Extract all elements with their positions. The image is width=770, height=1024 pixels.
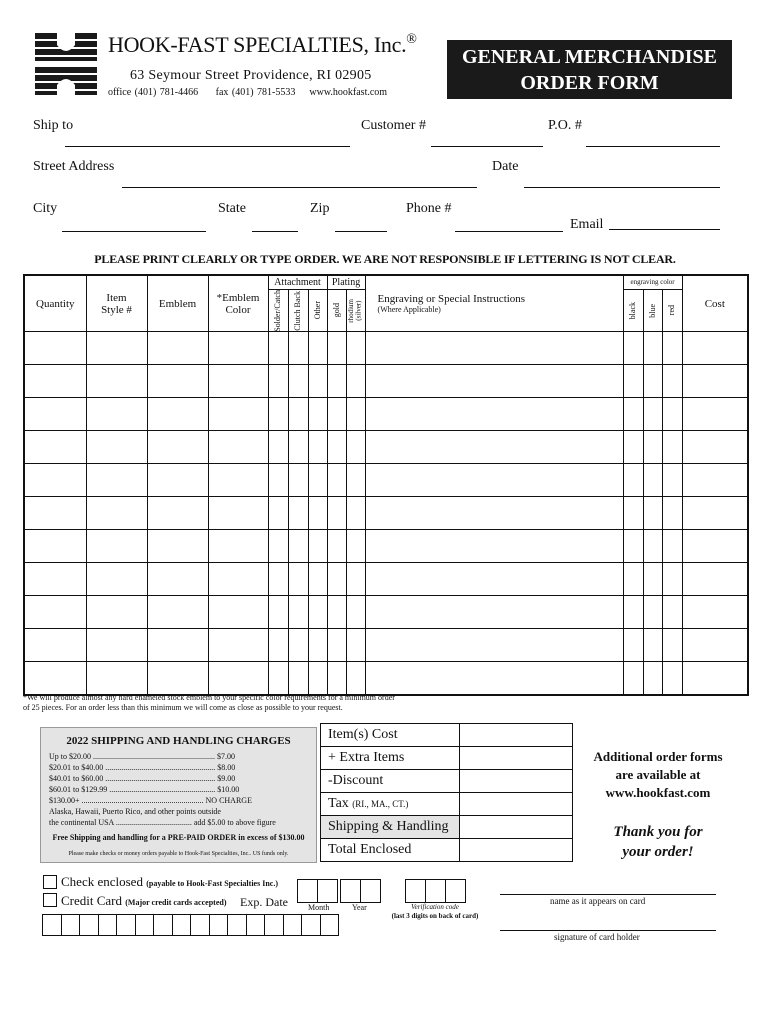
phone-label: Phone # xyxy=(406,201,452,216)
order-cell[interactable] xyxy=(682,629,748,662)
order-cell[interactable] xyxy=(682,662,748,695)
order-cell[interactable] xyxy=(86,365,147,398)
order-cell[interactable] xyxy=(268,563,288,596)
order-row xyxy=(24,332,748,365)
order-cell[interactable] xyxy=(662,398,682,431)
totals-table xyxy=(320,723,573,862)
verification-code-boxes[interactable] xyxy=(405,879,465,903)
order-cell[interactable] xyxy=(268,332,288,365)
col-cost: Cost xyxy=(682,275,748,332)
order-cell[interactable] xyxy=(288,662,308,695)
order-cell[interactable] xyxy=(623,431,643,464)
order-cell[interactable] xyxy=(147,464,208,497)
order-cell[interactable] xyxy=(365,365,623,398)
company-logo xyxy=(35,33,97,95)
card-digit-box[interactable] xyxy=(264,914,284,936)
order-cell[interactable] xyxy=(288,464,308,497)
order-cell[interactable] xyxy=(147,563,208,596)
order-cell[interactable] xyxy=(327,365,346,398)
shipping-rate-line: $130.00+ ............................................................. NO CHARGE xyxy=(49,796,252,805)
order-cell[interactable] xyxy=(346,563,365,596)
order-cell[interactable] xyxy=(346,629,365,662)
order-cell[interactable] xyxy=(623,530,643,563)
shipping-field[interactable] xyxy=(460,816,573,839)
order-row xyxy=(24,431,748,464)
customer-label: Customer # xyxy=(361,118,426,133)
customer-field[interactable] xyxy=(431,146,543,147)
order-cell[interactable] xyxy=(86,398,147,431)
order-cell[interactable] xyxy=(86,464,147,497)
order-cell[interactable] xyxy=(327,398,346,431)
order-row xyxy=(24,497,748,530)
order-cell[interactable] xyxy=(268,464,288,497)
order-cell[interactable] xyxy=(623,365,643,398)
col-item-style: Item Style # xyxy=(86,275,147,332)
city-label: City xyxy=(33,201,58,216)
order-cell[interactable] xyxy=(643,431,662,464)
discount-label: -Discount xyxy=(321,770,460,793)
card-digit-box[interactable] xyxy=(42,914,62,936)
order-cell[interactable] xyxy=(682,332,748,365)
card-digit-box[interactable] xyxy=(227,914,247,936)
order-row xyxy=(24,398,748,431)
order-cell[interactable] xyxy=(327,662,346,695)
col-emblem-color: *Emblem Color xyxy=(208,275,268,332)
order-cell[interactable] xyxy=(24,662,86,695)
order-cell[interactable] xyxy=(208,662,268,695)
card-digit-box[interactable] xyxy=(116,914,136,936)
order-cell[interactable] xyxy=(662,596,682,629)
card-digit-box[interactable] xyxy=(135,914,155,936)
order-cell[interactable] xyxy=(288,530,308,563)
order-table xyxy=(23,274,749,696)
order-cell[interactable] xyxy=(268,530,288,563)
order-cell[interactable] xyxy=(24,332,86,365)
order-cell[interactable] xyxy=(308,629,327,662)
credit-card-label: Credit Card (Major credit cards accepted) xyxy=(61,893,227,908)
order-cell[interactable] xyxy=(346,464,365,497)
order-row xyxy=(24,464,748,497)
company-contact: office (401) 781-4466 fax (401) 781-5533 www.hookfast.com xyxy=(108,87,388,98)
order-cell[interactable] xyxy=(308,398,327,431)
col-plat-gold: gold xyxy=(327,289,346,332)
order-cell[interactable] xyxy=(346,596,365,629)
order-cell[interactable] xyxy=(643,530,662,563)
order-cell[interactable] xyxy=(662,464,682,497)
order-cell[interactable] xyxy=(682,464,748,497)
order-cell[interactable] xyxy=(623,662,643,695)
order-cell[interactable] xyxy=(208,530,268,563)
order-cell[interactable] xyxy=(308,497,327,530)
shipping-rate-line: Up to $20.00 ............................................................. $7.00 xyxy=(49,752,235,761)
col-color-red: red xyxy=(662,289,682,332)
order-cell[interactable] xyxy=(24,398,86,431)
order-cell[interactable] xyxy=(346,365,365,398)
exp-month-boxes[interactable] xyxy=(297,879,337,903)
shipping-rate-line: $20.01 to $40.00 ....................................................... $8.00 xyxy=(49,763,236,772)
order-row xyxy=(24,596,748,629)
zip-field[interactable] xyxy=(335,231,387,232)
card-number-boxes[interactable] xyxy=(42,914,338,936)
shipping-rate-line: $60.01 to $129.99 ..................................................... $10.00 xyxy=(49,785,240,794)
shipping-rate-line: $40.01 to $60.00 ....................................................... $9.00 xyxy=(49,774,236,783)
verification-label: Verification code (last 3 digits on back of card) xyxy=(391,903,479,920)
order-cell[interactable] xyxy=(682,530,748,563)
order-cell[interactable] xyxy=(365,530,623,563)
card-digit-box[interactable] xyxy=(61,914,81,936)
email-field[interactable] xyxy=(609,229,720,230)
order-cell[interactable] xyxy=(288,596,308,629)
order-cell[interactable] xyxy=(365,596,623,629)
order-cell[interactable] xyxy=(268,431,288,464)
order-cell[interactable] xyxy=(308,530,327,563)
order-row xyxy=(24,563,748,596)
order-cell[interactable] xyxy=(24,464,86,497)
credit-card-checkbox[interactable] xyxy=(43,893,57,907)
order-cell[interactable] xyxy=(346,662,365,695)
company-name: HOOK-FAST SPECIALTIES, Inc.® xyxy=(108,32,417,57)
card-digit-box[interactable] xyxy=(301,914,321,936)
order-cell[interactable] xyxy=(662,365,682,398)
col-engraving: Engraving or Special Instructions (Where Applicable) xyxy=(365,275,623,332)
order-cell[interactable] xyxy=(643,365,662,398)
order-cell[interactable] xyxy=(147,530,208,563)
col-emblem: Emblem xyxy=(147,275,208,332)
order-cell[interactable] xyxy=(147,662,208,695)
order-cell[interactable] xyxy=(365,497,623,530)
order-cell[interactable] xyxy=(208,398,268,431)
shipping-charges-box xyxy=(40,727,317,863)
order-cell[interactable] xyxy=(147,629,208,662)
order-cell[interactable] xyxy=(643,464,662,497)
month-label: Month xyxy=(308,903,330,912)
exp-year-boxes[interactable] xyxy=(340,879,380,903)
order-cell[interactable] xyxy=(208,431,268,464)
order-cell[interactable] xyxy=(86,332,147,365)
order-cell[interactable] xyxy=(268,365,288,398)
card-digit-box[interactable] xyxy=(98,914,118,936)
order-cell[interactable] xyxy=(86,563,147,596)
order-cell[interactable] xyxy=(346,530,365,563)
order-cell[interactable] xyxy=(623,629,643,662)
name-on-card-label: name as it appears on card xyxy=(550,896,646,906)
order-cell[interactable] xyxy=(327,563,346,596)
order-cell[interactable] xyxy=(268,497,288,530)
order-cell[interactable] xyxy=(86,497,147,530)
col-att-solder: Solder/Catch xyxy=(268,289,288,332)
card-digit-box[interactable] xyxy=(320,914,340,936)
order-cell[interactable] xyxy=(86,530,147,563)
order-cell[interactable] xyxy=(308,464,327,497)
exp-date-label: Exp. Date xyxy=(240,895,288,909)
order-cell[interactable] xyxy=(288,497,308,530)
company-address: 63 Seymour Street Providence, RI 02905 xyxy=(130,68,372,83)
items-cost-field[interactable] xyxy=(460,724,573,747)
order-cell[interactable] xyxy=(208,464,268,497)
order-cell[interactable] xyxy=(662,563,682,596)
order-row xyxy=(24,530,748,563)
col-color-black: black xyxy=(623,289,643,332)
order-cell[interactable] xyxy=(86,662,147,695)
extra-items-label: + Extra Items xyxy=(321,747,460,770)
shipping-rate-line: Alaska, Hawaii, Puerto Rico, and other points outside xyxy=(49,807,221,816)
order-cell[interactable] xyxy=(682,596,748,629)
email-label: Email xyxy=(570,217,604,232)
order-cell[interactable] xyxy=(327,497,346,530)
order-cell[interactable] xyxy=(208,563,268,596)
print-clearly-notice: PLEASE PRINT CLEARLY OR TYPE ORDER. WE ARE NOT RESPONSIBLE IF LETTERING IS NOT CLEAR. xyxy=(94,252,676,266)
emblem-footnote: *We will produce almost any hard enameled stock emblem to your specific color requirements for a minimum order of 25 pieces. For an order less than this minimum we will come as close as possible to your request. xyxy=(23,693,395,712)
col-att-other: Other xyxy=(308,289,327,332)
order-cell[interactable] xyxy=(147,365,208,398)
zip-label: Zip xyxy=(310,201,330,216)
tax-field[interactable] xyxy=(460,793,573,816)
order-cell[interactable] xyxy=(682,398,748,431)
signature-field[interactable] xyxy=(500,930,716,931)
order-cell[interactable] xyxy=(268,629,288,662)
order-cell[interactable] xyxy=(208,365,268,398)
order-cell[interactable] xyxy=(346,398,365,431)
order-cell[interactable] xyxy=(308,662,327,695)
extra-items-field[interactable] xyxy=(460,747,573,770)
order-cell[interactable] xyxy=(288,629,308,662)
order-cell[interactable] xyxy=(365,431,623,464)
order-cell[interactable] xyxy=(288,431,308,464)
col-engraving-color: engraving color xyxy=(623,275,682,289)
state-field[interactable] xyxy=(252,231,298,232)
order-cell[interactable] xyxy=(327,431,346,464)
payable-note: Please make checks or money orders payable to Hook-Fast Specialties, Inc.. US funds only. xyxy=(68,851,289,857)
order-cell[interactable] xyxy=(288,332,308,365)
order-cell[interactable] xyxy=(346,431,365,464)
order-cell[interactable] xyxy=(208,332,268,365)
order-cell[interactable] xyxy=(662,629,682,662)
shipping-rate-line: the continental USA ...................................... add $5.00 to above figure xyxy=(49,818,276,827)
col-plating: Plating xyxy=(327,275,365,289)
col-plat-rhodium: rhodium (silver) xyxy=(346,289,365,332)
order-cell[interactable] xyxy=(662,530,682,563)
order-cell[interactable] xyxy=(208,629,268,662)
order-cell[interactable] xyxy=(365,332,623,365)
order-cell[interactable] xyxy=(24,530,86,563)
order-cell[interactable] xyxy=(365,662,623,695)
order-cell[interactable] xyxy=(365,629,623,662)
order-cell[interactable] xyxy=(662,431,682,464)
order-cell[interactable] xyxy=(268,398,288,431)
order-cell[interactable] xyxy=(208,596,268,629)
card-digit-box[interactable] xyxy=(190,914,210,936)
order-cell[interactable] xyxy=(623,332,643,365)
street-label: Street Address xyxy=(33,159,115,174)
card-digit-box[interactable] xyxy=(246,914,266,936)
order-cell[interactable] xyxy=(365,398,623,431)
shipping-label: Shipping & Handling xyxy=(321,816,460,839)
state-label: State xyxy=(218,201,246,216)
order-cell[interactable] xyxy=(288,365,308,398)
order-cell[interactable] xyxy=(288,398,308,431)
order-cell[interactable] xyxy=(308,332,327,365)
order-cell[interactable] xyxy=(346,497,365,530)
order-cell[interactable] xyxy=(346,332,365,365)
date-field[interactable] xyxy=(524,187,720,188)
order-cell[interactable] xyxy=(643,497,662,530)
order-cell[interactable] xyxy=(643,563,662,596)
date-label: Date xyxy=(492,159,519,174)
check-enclosed-checkbox[interactable] xyxy=(43,875,57,889)
order-cell[interactable] xyxy=(643,629,662,662)
order-cell[interactable] xyxy=(86,596,147,629)
order-cell[interactable] xyxy=(643,662,662,695)
order-cell[interactable] xyxy=(24,431,86,464)
order-cell[interactable] xyxy=(24,596,86,629)
card-digit-box[interactable] xyxy=(283,914,303,936)
order-cell[interactable] xyxy=(623,596,643,629)
order-cell[interactable] xyxy=(682,497,748,530)
order-cell[interactable] xyxy=(623,398,643,431)
col-attachment: Attachment xyxy=(268,275,327,289)
total-label: Total Enclosed xyxy=(321,839,460,862)
order-cell[interactable] xyxy=(623,497,643,530)
order-cell[interactable] xyxy=(24,365,86,398)
discount-field[interactable] xyxy=(460,770,573,793)
card-digit-box[interactable] xyxy=(153,914,173,936)
order-cell[interactable] xyxy=(662,332,682,365)
ship-to-field[interactable] xyxy=(65,146,350,147)
order-cell[interactable] xyxy=(327,629,346,662)
order-cell[interactable] xyxy=(327,596,346,629)
order-cell[interactable] xyxy=(86,431,147,464)
free-shipping-note: Free Shipping and handling for a PRE-PAID ORDER in excess of $130.00 xyxy=(52,833,305,842)
order-cell[interactable] xyxy=(147,596,208,629)
col-quantity: Quantity xyxy=(24,275,86,332)
col-color-blue: blue xyxy=(643,289,662,332)
order-cell[interactable] xyxy=(682,431,748,464)
order-cell[interactable] xyxy=(268,662,288,695)
total-field[interactable] xyxy=(460,839,573,862)
order-cell[interactable] xyxy=(86,629,147,662)
additional-forms-note: Additional order forms are available at www.hookfast.com xyxy=(593,749,723,800)
card-digit-box[interactable] xyxy=(209,914,229,936)
name-on-card-field[interactable] xyxy=(500,894,716,895)
order-cell[interactable] xyxy=(147,497,208,530)
order-cell[interactable] xyxy=(643,398,662,431)
order-cell[interactable] xyxy=(268,596,288,629)
po-label: P.O. # xyxy=(548,118,582,133)
ship-to-label: Ship to xyxy=(33,118,74,133)
col-att-clutch: Clutch Back xyxy=(288,289,308,332)
order-cell[interactable] xyxy=(643,332,662,365)
order-row xyxy=(24,365,748,398)
card-digit-box[interactable] xyxy=(172,914,192,936)
order-cell[interactable] xyxy=(662,497,682,530)
order-cell[interactable] xyxy=(308,596,327,629)
city-field[interactable] xyxy=(62,231,206,232)
street-field[interactable] xyxy=(122,187,477,188)
signature-label: signature of card holder xyxy=(554,932,640,942)
items-cost-label: Item(s) Cost xyxy=(321,724,460,747)
order-cell[interactable] xyxy=(365,464,623,497)
order-cell[interactable] xyxy=(643,596,662,629)
order-cell[interactable] xyxy=(327,332,346,365)
order-cell[interactable] xyxy=(327,464,346,497)
order-cell[interactable] xyxy=(365,563,623,596)
card-digit-box[interactable] xyxy=(79,914,99,936)
order-cell[interactable] xyxy=(24,497,86,530)
year-label: Year xyxy=(352,903,367,912)
order-cell[interactable] xyxy=(147,431,208,464)
order-cell[interactable] xyxy=(308,365,327,398)
thank-you-note: Thank you for your order! xyxy=(613,824,703,860)
po-field[interactable] xyxy=(586,146,720,147)
order-cell[interactable] xyxy=(308,563,327,596)
order-row xyxy=(24,629,748,662)
order-cell[interactable] xyxy=(288,563,308,596)
order-cell[interactable] xyxy=(623,464,643,497)
order-cell[interactable] xyxy=(682,365,748,398)
order-cell[interactable] xyxy=(147,398,208,431)
order-cell[interactable] xyxy=(623,563,643,596)
order-cell[interactable] xyxy=(308,431,327,464)
order-cell[interactable] xyxy=(24,563,86,596)
check-enclosed-label: Check enclosed (payable to Hook-Fast Specialties Inc.) xyxy=(61,874,278,889)
order-cell[interactable] xyxy=(682,563,748,596)
order-cell[interactable] xyxy=(147,332,208,365)
tax-label: Tax (RI., MA., CT.) xyxy=(321,793,460,816)
order-cell[interactable] xyxy=(208,497,268,530)
phone-field[interactable] xyxy=(455,231,563,232)
form-title: GENERAL MERCHANDISE ORDER FORM xyxy=(447,40,732,99)
shipping-title: 2022 SHIPPING AND HANDLING CHARGES xyxy=(66,735,291,747)
order-row xyxy=(24,662,748,695)
order-cell[interactable] xyxy=(662,662,682,695)
order-cell[interactable] xyxy=(327,530,346,563)
order-cell[interactable] xyxy=(24,629,86,662)
